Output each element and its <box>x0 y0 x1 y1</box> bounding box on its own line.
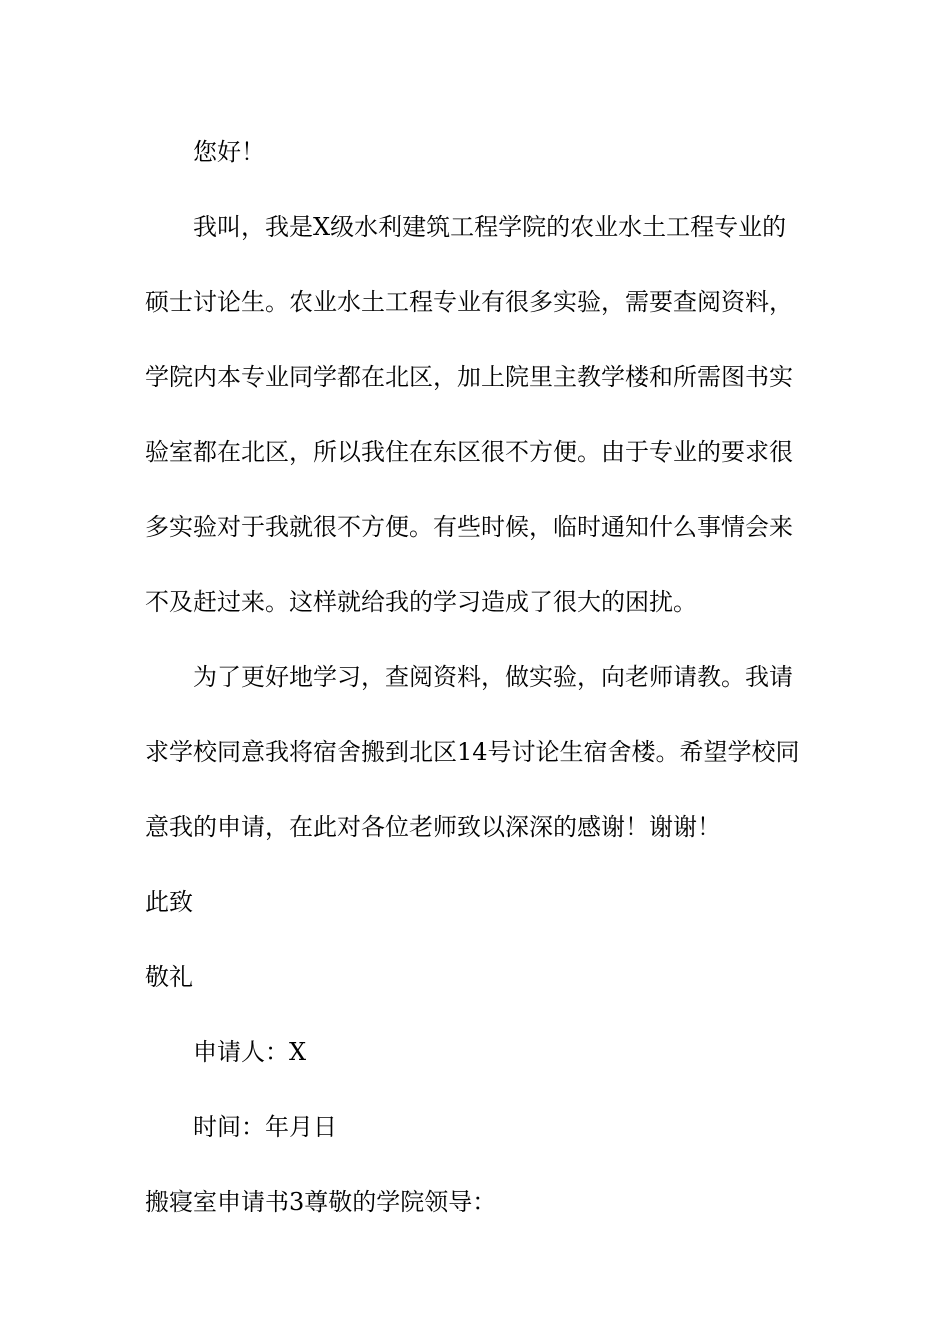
closing-zhizhi: 此致 <box>145 888 193 916</box>
letter-body <box>145 115 815 1240</box>
closing-jingli: 敬礼 <box>145 963 193 991</box>
paragraph1-line3: 学院内本专业同学都在北区，加上院里主教学楼和所需图书实 <box>145 363 793 391</box>
date-line: 时间：年月日 <box>193 1113 337 1141</box>
greeting: 您好！ <box>193 138 265 166</box>
paragraph2-line3: 意我的申请，在此对各位老师致以深深的感谢！谢谢！ <box>145 813 721 841</box>
paragraph2-line2: 求学校同意我将宿舍搬到北区14号讨论生宿舍楼。希望学校同 <box>145 738 800 766</box>
next-letter-heading: 搬寝室申请书3尊敬的学院领导： <box>145 1188 497 1216</box>
paragraph1-line4: 验室都在北区，所以我住在东区很不方便。由于专业的要求很 <box>145 438 793 466</box>
paragraph2-line1: 为了更好地学习，查阅资料，做实验，向老师请教。我请 <box>193 663 793 691</box>
paragraph1-line5: 多实验对于我就很不方便。有些时候，临时通知什么事情会来 <box>145 513 793 541</box>
paragraph1-line2: 硕士讨论生。农业水土工程专业有很多实验，需要查阅资料， <box>145 288 793 316</box>
paragraph1-line6: 不及赶过来。这样就给我的学习造成了很大的困扰。 <box>145 588 697 616</box>
paragraph1-line1: 我叫，我是X级水利建筑工程学院的农业水土工程专业的 <box>193 213 787 241</box>
applicant-line: 申请人：X <box>193 1038 307 1066</box>
